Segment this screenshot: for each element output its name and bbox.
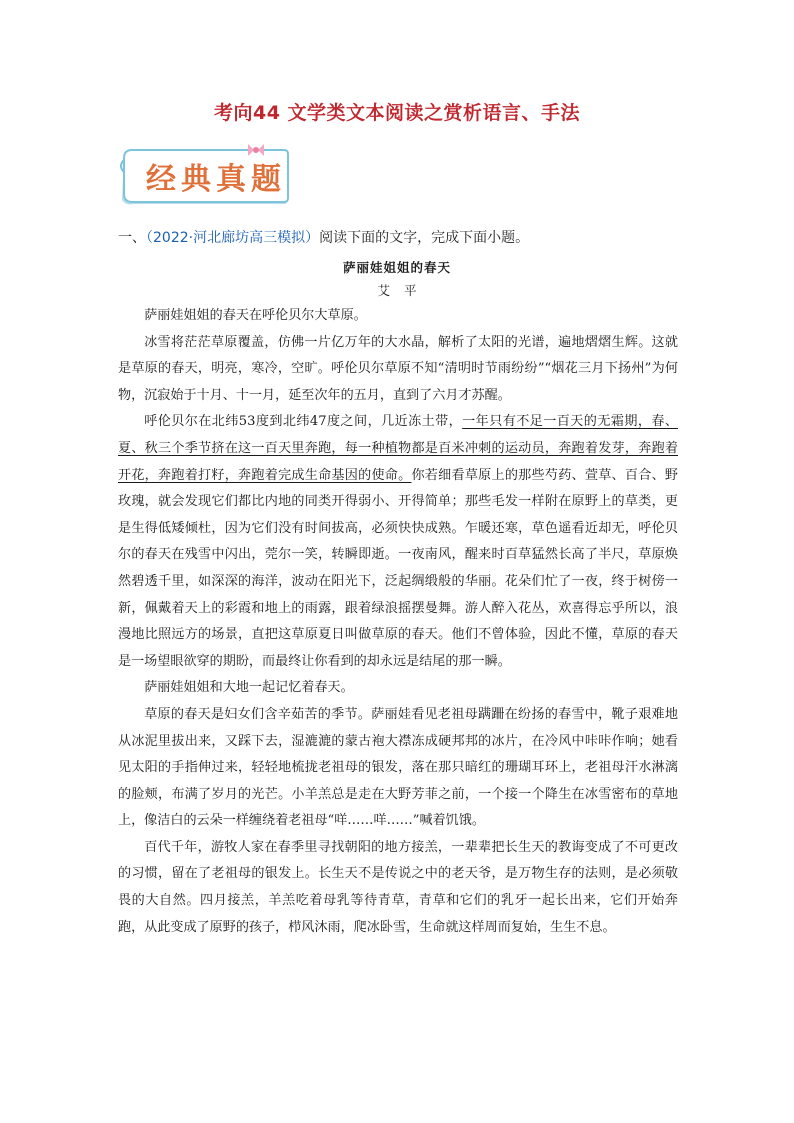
question-number: 一、 (118, 230, 146, 246)
paragraph-3 (118, 409, 678, 675)
paragraph-5: 草原的春天是妇女们含辛茹苦的季节。萨丽娃看见老祖母蹒跚在纷扬的春雪中，靴子艰难地从冰泥里拔出来，又踩下去，湿漉漉的蒙古袍大襟冻成硬邦邦的冰片，在冷风中咔咔作响；她看见太阳的手指伸过来，轻轻地梳拢老祖母的银发，落在那只暗红的珊瑚耳环上，老祖母汗水淋漓的脸颊，布满了岁月的光芒。小羊羔总是走在大野芳菲之前，一个接一个降生在冰雪密布的草地上，像洁白的云朵一样缠绕着老祖母“咩……咩……”喊着饥饿。 (118, 706, 678, 829)
document-title: 考向44 文学类文本阅读之赏析语言、手法 (213, 102, 581, 124)
underlined-sentence: 一年只有不足一百天的无霜期，春、夏、秋三个季节挤在这一百天里奔跑，每一种植物都是百米冲刺的运动员，奔跑着发芽，奔跑着开花，奔跑着打籽，奔跑着完成生命基因的使命。 (118, 414, 678, 483)
paragraph-3-rest: 你若细看草原上的那些芍药、萱草、百合、野玫瑰，就会发现它们都比内地的同类开得弱小、开得简单；那些毛发一样附在原野上的草类，更是生得低矮倾杜，因为它们没有时间拔高，必须快快成熟。乍暖还寒，草色遥看近却无，呼伦贝尔的春天在残雪中闪出，莞尔一笑，转瞬即逝。一夜南风，醒来时百草猛然长高了半尺，草原焕然碧透千里，如深深的海洋，波动在阳光下，泛起绸缎般的华丽。花朵们忙了一夜，终于树傍一新，佩戴着天上的彩霞和地上的雨露，跟着绿浪摇摆曼舞。游人醉入花丛，欢喜得忘乎所以，浪漫地比照远方的场景，直把这草原夏日叫做草原的春天。他们不曾体验，因此不懂，草原的春天是一场望眼欲穿的期盼，而最终让你看到的却永远是结尾的那一瞬。 (118, 467, 679, 669)
question-instruction: 阅读下面的文字，完成下面小题。 (319, 230, 530, 246)
paragraph-1: 萨丽娃姐姐的春天在呼伦贝尔大草原。 (144, 308, 367, 323)
article-author: 艾平 (377, 283, 431, 298)
question-source: （2022·河北廊坊高三模拟） (146, 230, 320, 246)
paragraph-2: 冰雪将茫茫草原覆盖，仿佛一片亿万年的大水晶，解析了太阳的光谱，遍地熠熠生辉。这就是草原的春天，明亮，寒冷，空旷。呼伦贝尔草原不知“清明时节雨纷纷”“烟花三月下扬州”为何物，沉寂始于十月、十一月，延至次年的五月，直到了六月才苏醒。 (118, 334, 678, 403)
paragraph-6: 百代千年，游牧人家在春季里寻找朝阳的地方接羔，一辈辈把长生天的教诲变成了不可更改的习惯，留在了老祖母的银发上。长生天不是传说之中的老天爷，是万物生存的法则，是必须敬畏的大自然。四月接羔，羊羔吃着母乳等待青草，青草和它们的乳牙一起长出来，它们开始奔跑，从此变成了原野的孩子，栉风沐雨，爬冰卧雪，生命就这样周而复始，生生不息。 (118, 839, 678, 935)
article-title: 萨丽娃姐姐的春天 (342, 260, 451, 275)
banner-label: 经典真题 (146, 162, 286, 197)
paragraph-3-lead: 呼伦贝尔在北纬53度到北纬47度之间，几近冻土带， (144, 414, 463, 430)
section-banner (118, 142, 290, 212)
article-body (118, 303, 678, 941)
paragraph-4: 萨丽娃姐姐和大地一起记忆着春天。 (144, 680, 354, 696)
question-prompt (118, 227, 678, 247)
